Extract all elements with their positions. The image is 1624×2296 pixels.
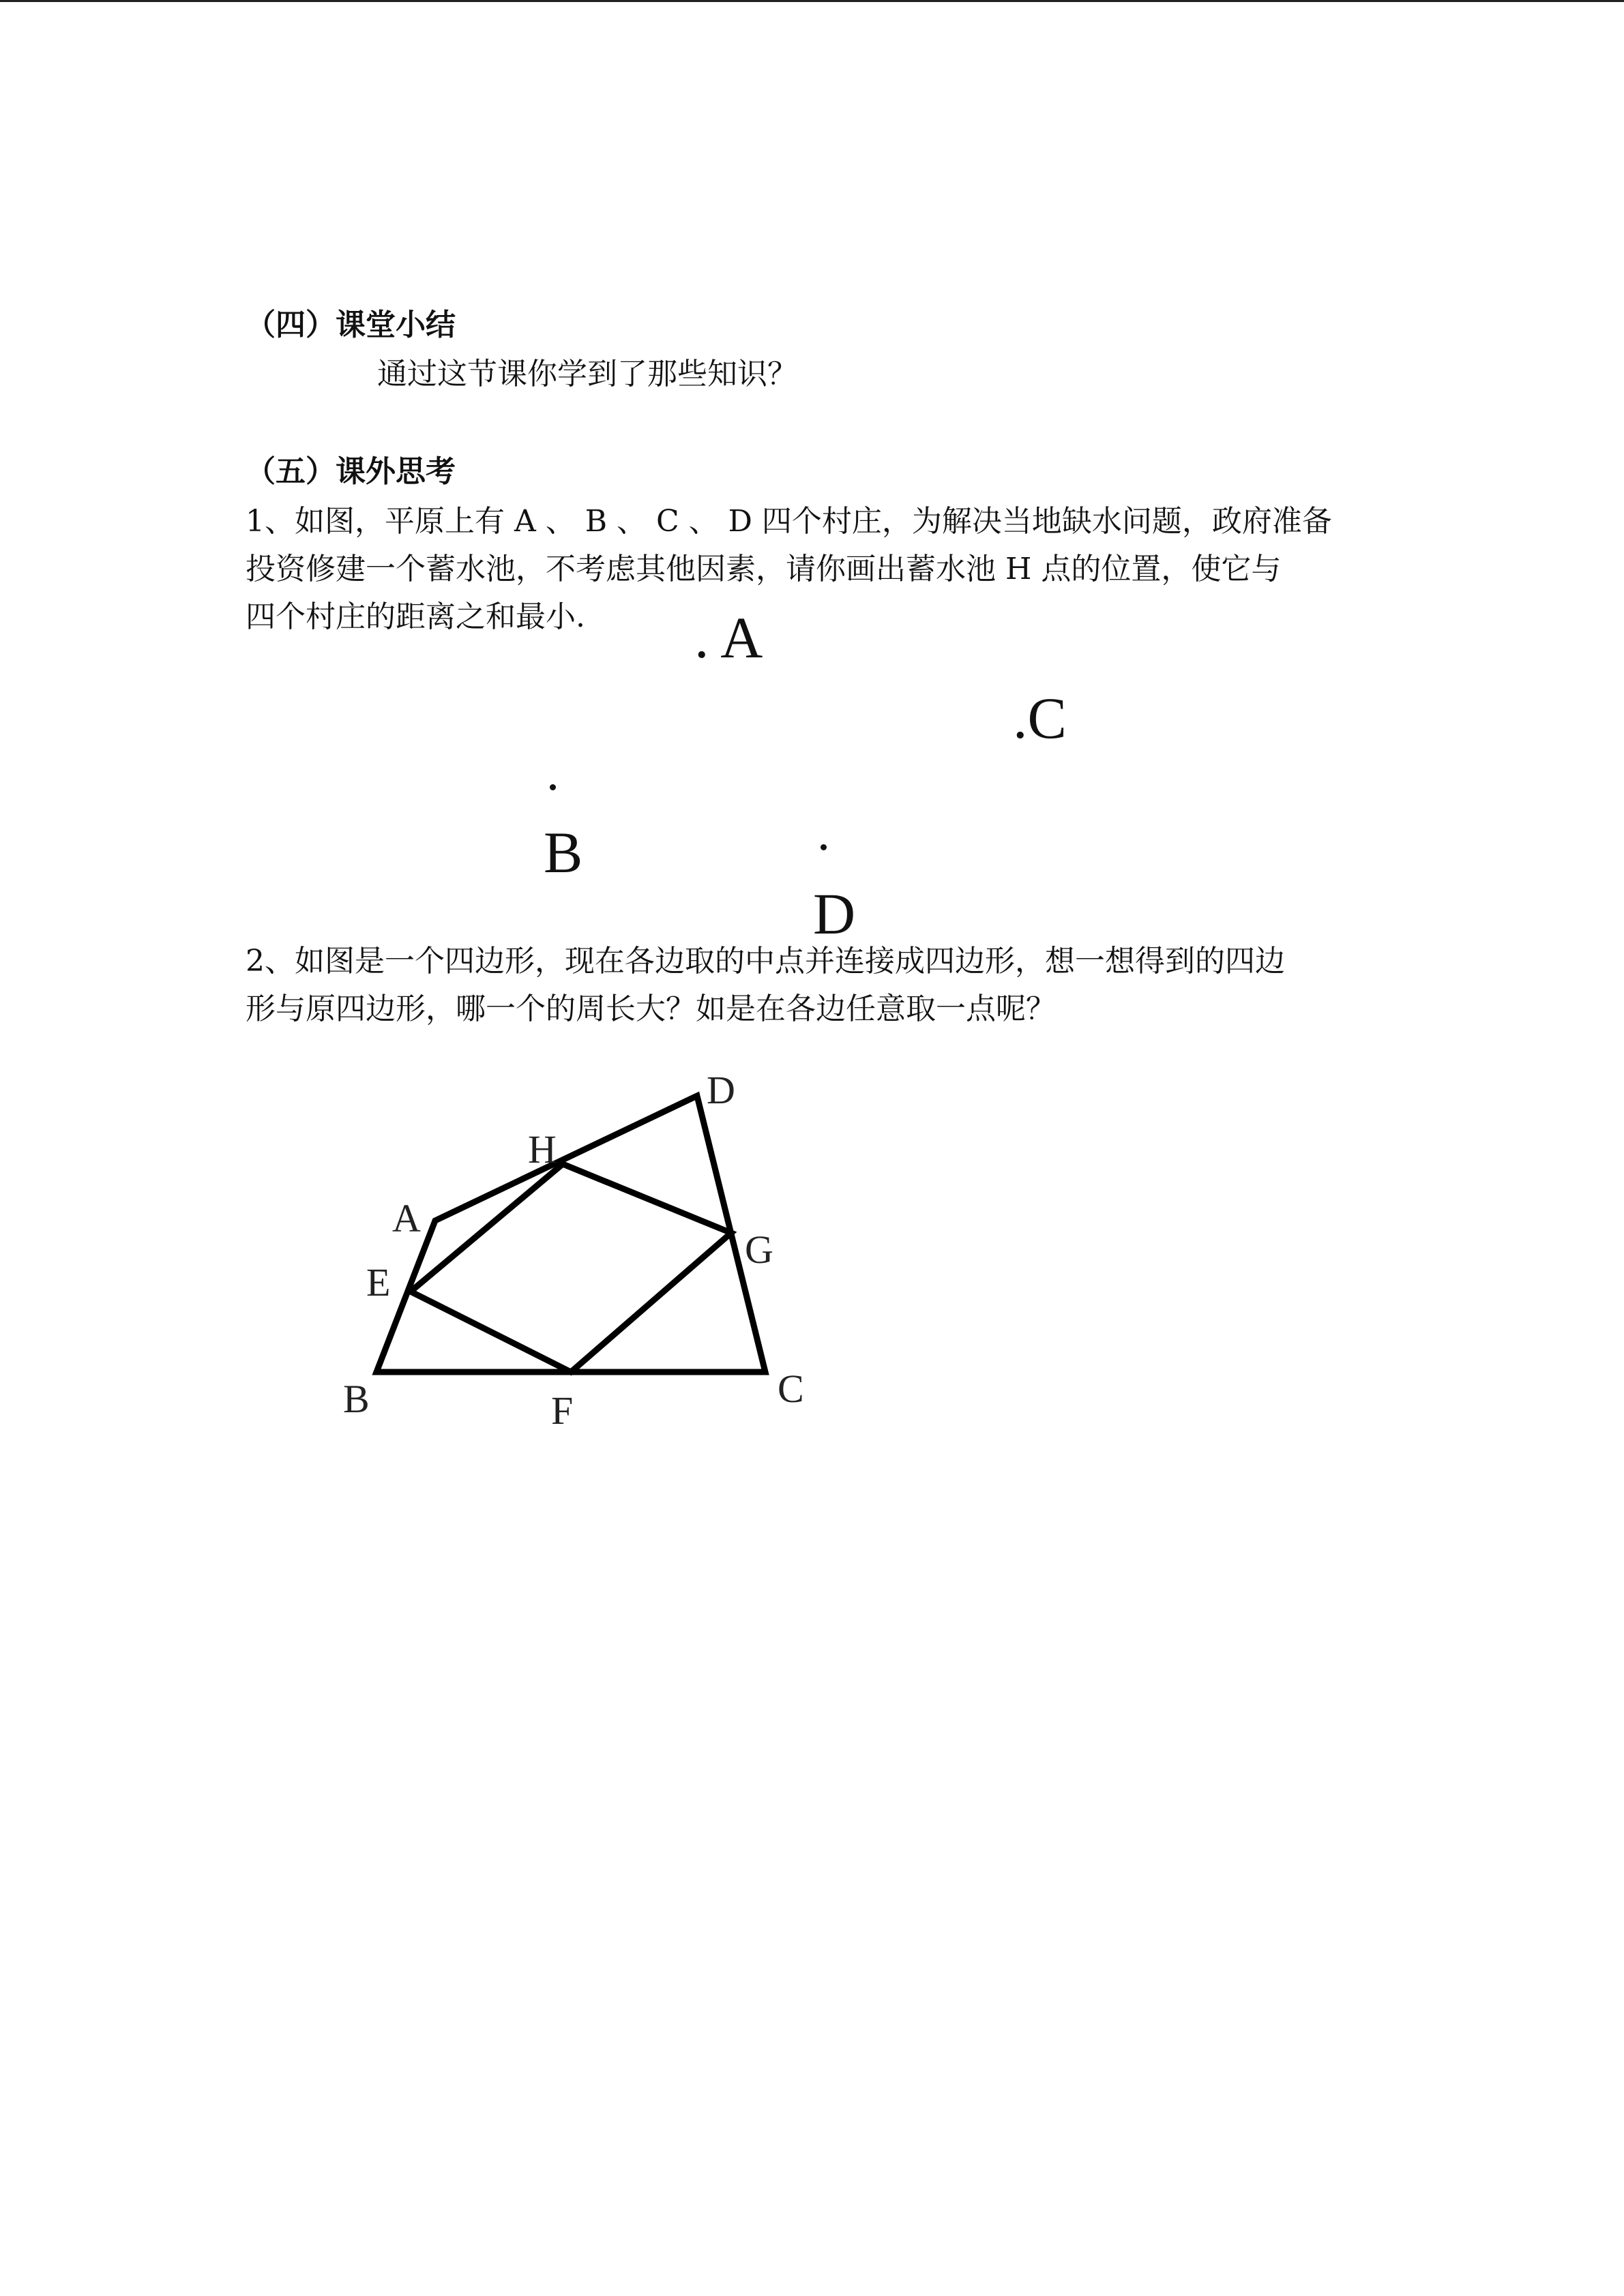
section-5-heading: （五）课外思考 [246, 454, 456, 489]
village-a-label: . A [694, 605, 763, 670]
problem-1-line-3: 四个村庄的距离之和最小. [246, 599, 585, 634]
problem-2-line-1: 2、如图是一个四边形，现在各边取的中点并连接成四边形，想一想得到的四边 [246, 944, 1285, 979]
problem-1-line-1: 1、如图，平原上有 A 、 B 、 C 、 D 四个村庄，为解决当地缺水问题，政府准备 [246, 504, 1332, 539]
problem-1-line-2: 投资修建一个蓄水池，不考虑其他因素，请你画出蓄水池 H 点的位置，使它与 [246, 552, 1282, 586]
quad-label-a: A [392, 1196, 421, 1240]
quad-label-c: C [778, 1367, 804, 1411]
quad-label-h: H [528, 1127, 557, 1172]
section-4-heading: （四）课堂小结 [246, 308, 456, 342]
quad-label-b: B [343, 1377, 370, 1421]
village-b-label: B [544, 820, 583, 885]
problem-2-line-2: 形与原四边形，哪一个的周长大？如是在各边任意取一点呢？ [246, 992, 1056, 1026]
midpoint-quadrilateral-EHGF [411, 1164, 731, 1372]
quad-label-f: F [551, 1388, 574, 1433]
section-4-question: 通过这节课你学到了那些知识？ [377, 357, 797, 391]
outer-quadrilateral-ABCD [377, 1096, 765, 1372]
quad-label-e: E [366, 1260, 391, 1304]
village-d-label: D [813, 881, 856, 946]
quad-label-g: G [745, 1227, 773, 1272]
village-c-label: .C [1013, 685, 1067, 751]
quad-label-d: D [707, 1068, 735, 1112]
